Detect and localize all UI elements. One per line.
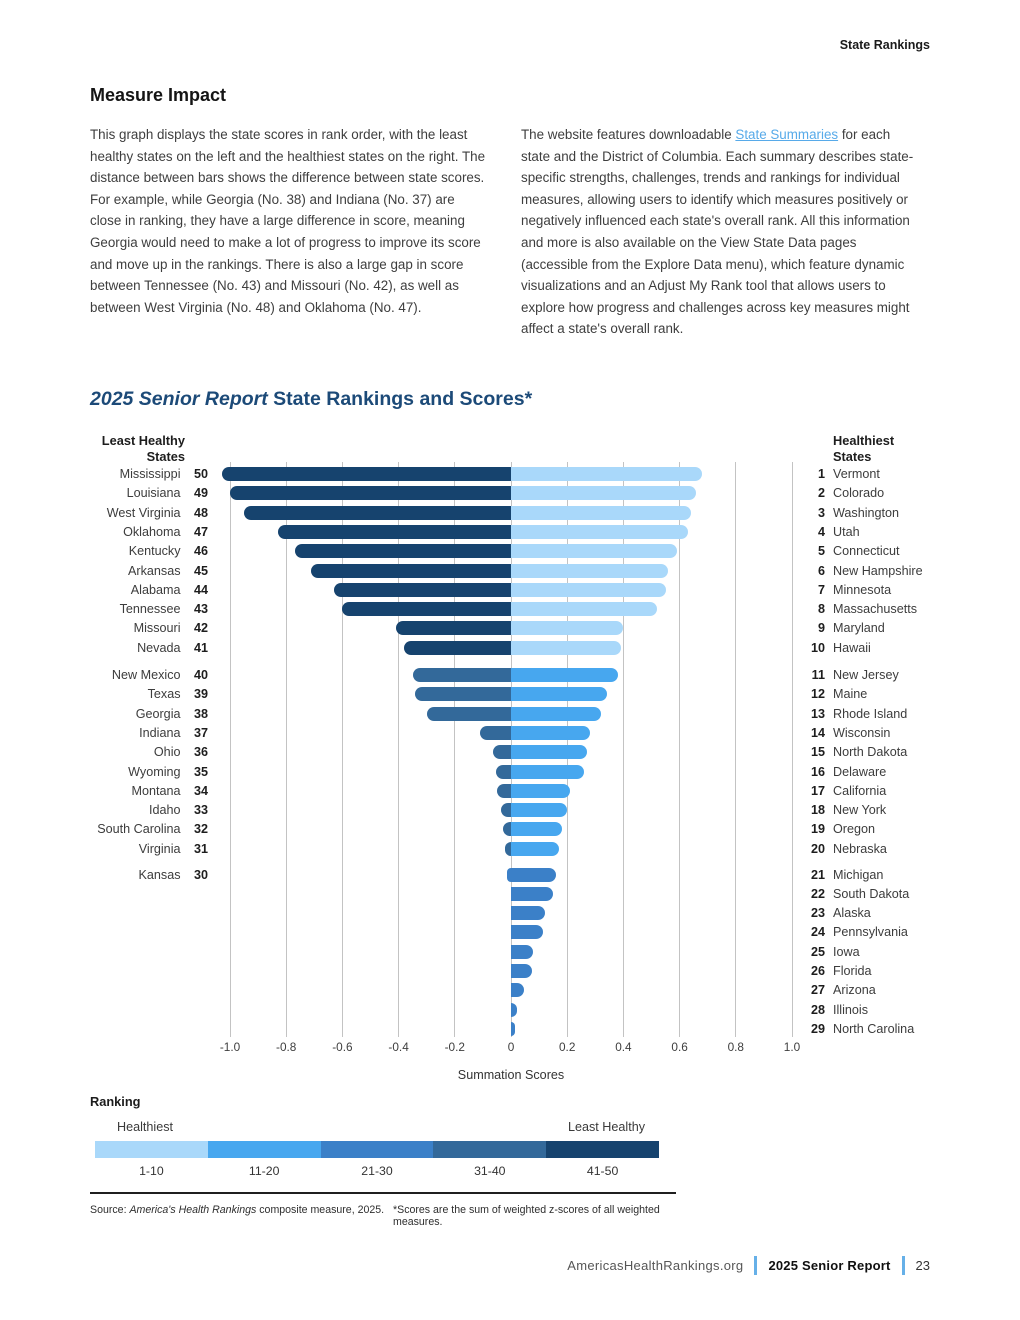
right-state-label-connecticut [800, 543, 900, 559]
gridline [679, 462, 680, 1037]
legend-range-21-30: 21-30 [361, 1164, 393, 1178]
legend-range-11-20: 11-20 [248, 1164, 280, 1178]
footer-divider-1 [754, 1256, 757, 1275]
left-state-label-ohio [0, 744, 208, 760]
right-state-label-colorado [800, 485, 884, 501]
state-name: Pennsylvania [833, 925, 908, 940]
state-rank: 7 [817, 582, 825, 597]
bar-north-dakota [511, 745, 587, 759]
state-rank: 28 [810, 1002, 825, 1017]
bar-rhode-island [511, 707, 601, 721]
bar-alabama [334, 583, 511, 597]
legend-swatch-11-20 [208, 1141, 321, 1158]
state-rank: 12 [810, 687, 825, 702]
intro-paragraph-left: This graph displays the state scores in rank order, with the least healthy states on the left and the healthiest states on the right. The distance between bars shows the difference between state scores. For example, while Georgia (No. 38) and Indiana (No. 37) are close in ranking, they have a large difference in score, meaning Georgia would need to make a lot of progress to improve its score and move up in the rankings. There is also a large gap in score between Tennessee (No. 43) and Missouri (No. 42), as well as between West Virginia (No. 48) and Oklahoma (No. 47). [90, 127, 486, 315]
bar-alaska [511, 906, 545, 920]
state-name: South Carolina [97, 822, 184, 837]
state-rank: 18 [810, 803, 825, 818]
bar-texas [415, 687, 511, 701]
right-state-label-nebraska [800, 841, 887, 857]
state-name: Illinois [833, 1002, 868, 1017]
axis-tick-label: 0.6 [671, 1040, 688, 1054]
bar-ohio [493, 745, 511, 759]
footer-divider-2 [902, 1256, 905, 1275]
legend-healthiest-label: Healthiest [117, 1120, 174, 1134]
paragraph-text-after-link: for each state and the District of Columbia. Each summary describes state-specific strengths, challenges, trends and rankings for individual measures, allowing users to identify which measures positively or negatively influenced each state's overall rank. All this information and more is also available on the View State Data pages (accessible from the Explore Data menu), which feature dynamic visualizations and an Adjust My Rank tool that allows users to explore how progress and challenges across key measures might affect a state's overall rank. [521, 127, 914, 337]
state-name: Maryland [833, 621, 885, 636]
right-state-label-iowa [800, 944, 860, 960]
state-name: Oregon [833, 822, 876, 837]
state-rank: 20 [810, 841, 825, 856]
state-name: North Dakota [833, 745, 908, 760]
bar-south-dakota [511, 887, 553, 901]
right-state-label-california [800, 783, 886, 799]
bar-utah [511, 525, 688, 539]
left-state-label-tennessee [0, 601, 208, 617]
state-rank: 3 [817, 505, 825, 520]
bar-connecticut [511, 544, 677, 558]
bar-pennsylvania [511, 925, 543, 939]
state-name: Missouri [133, 621, 184, 636]
bar-missouri [396, 621, 511, 635]
axis-tick-label: -0.4 [388, 1040, 409, 1054]
bar-new-mexico [413, 668, 511, 682]
gridline [230, 462, 231, 1037]
left-state-label-south-carolina [0, 821, 208, 837]
state-rank: 23 [810, 906, 825, 921]
state-rank: 24 [810, 925, 825, 940]
ranking-legend [90, 1094, 662, 1186]
state-rank: 30 [193, 867, 208, 882]
state-rank: 25 [810, 944, 825, 959]
bar-oklahoma [278, 525, 511, 539]
state-name: Wyoming [128, 764, 184, 779]
paragraph-text-before-link: The website features downloadable [521, 127, 736, 142]
state-rank: 6 [817, 563, 825, 578]
bar-arkansas [311, 564, 511, 578]
bar-mississippi [222, 467, 511, 481]
healthiest-line1: Healthiest [833, 433, 895, 448]
state-name: West Virginia [106, 505, 184, 520]
state-rank: 22 [810, 886, 825, 901]
state-rank: 9 [817, 621, 825, 636]
state-rank: 33 [193, 803, 208, 818]
state-rank: 11 [811, 668, 825, 682]
chart-title-italic: 2025 Senior Report [90, 388, 268, 410]
axis-tick-label: 1.0 [783, 1040, 801, 1054]
right-state-label-wisconsin [800, 725, 890, 741]
bar-maryland [511, 621, 623, 635]
gridline [286, 462, 287, 1037]
right-state-label-north-dakota [800, 744, 907, 760]
state-rank: 15 [810, 745, 825, 760]
bar-georgia [427, 707, 511, 721]
right-state-label-vermont [800, 466, 880, 482]
state-rank: 5 [817, 544, 825, 559]
state-name: Kansas [138, 867, 184, 882]
state-name: Kentucky [128, 544, 184, 559]
state-name: Minnesota [833, 582, 892, 597]
state-rank: 41 [193, 640, 208, 655]
state-rank: 27 [810, 983, 825, 998]
state-name: Texas [147, 687, 184, 702]
state-rank: 39 [193, 687, 208, 702]
bar-washington [511, 506, 691, 520]
right-state-label-washington [800, 505, 899, 521]
bar-west-virginia [244, 506, 511, 520]
source-line [90, 1204, 680, 1228]
section-title: Measure Impact [90, 85, 227, 105]
state-rank: 48 [193, 505, 208, 520]
state-name: Arizona [833, 983, 876, 998]
footer-site: AmericasHealthRankings.org [567, 1258, 744, 1273]
state-rank: 40 [193, 668, 208, 682]
state-name: Rhode Island [833, 706, 908, 721]
state-name: Massachusetts [833, 602, 917, 617]
state-name: Vermont [833, 467, 880, 481]
least-healthy-line2: States [146, 449, 185, 464]
bar-colorado [511, 486, 696, 500]
bar-oregon [511, 822, 562, 836]
state-name: New Mexico [111, 668, 184, 682]
state-rank: 34 [193, 783, 208, 798]
state-rank: 37 [193, 725, 208, 740]
state-name: Indiana [139, 725, 184, 740]
least-healthy-states-header [0, 433, 185, 465]
bar-north-carolina [511, 1022, 515, 1036]
source-divider [90, 1192, 676, 1194]
state-name: Maine [833, 687, 868, 702]
bar-louisiana [230, 486, 511, 500]
bar-new-hampshire [511, 564, 668, 578]
axis-tick-label: 0.4 [615, 1040, 632, 1054]
state-rank: 31 [193, 841, 208, 856]
state-rank: 35 [193, 764, 208, 779]
right-state-label-arizona [800, 982, 876, 998]
bar-tennessee [342, 602, 511, 616]
right-state-label-south-dakota [800, 886, 909, 902]
state-rank: 42 [193, 621, 208, 636]
state-rank: 19 [810, 822, 825, 837]
rankings-chart [0, 430, 1020, 1090]
least-healthy-line1: Least Healthy [101, 433, 185, 448]
legend-swatch-21-30 [321, 1141, 434, 1158]
state-name: Connecticut [833, 544, 900, 559]
footer-page-number: 23 [915, 1258, 930, 1273]
state-rank: 4 [817, 524, 825, 539]
right-state-label-new-jersey [800, 667, 899, 683]
axis-tick-label: -0.2 [444, 1040, 465, 1054]
state-name: Delaware [833, 764, 887, 779]
bar-vermont [511, 467, 702, 481]
bar-new-york [511, 803, 567, 817]
bar-montana [497, 784, 511, 798]
bar-kentucky [295, 544, 511, 558]
intro-paragraph-right [521, 124, 921, 340]
bar-massachusetts [511, 602, 657, 616]
bar-illinois [511, 1003, 517, 1017]
state-name: Tennessee [119, 602, 184, 617]
bar-arizona [511, 983, 524, 997]
state-name: Idaho [148, 803, 184, 818]
bar-nebraska [511, 842, 559, 856]
right-state-label-maryland [800, 620, 885, 636]
state-summaries-link[interactable]: State Summaries [735, 127, 839, 142]
axis-tick-label: 0 [507, 1040, 515, 1054]
right-state-label-maine [800, 686, 867, 702]
state-name: New Jersey [833, 668, 899, 682]
bar-hawaii [511, 641, 621, 655]
state-rank: 45 [193, 563, 208, 578]
state-rank: 13 [810, 706, 825, 721]
chart-title-rest: State Rankings and Scores* [267, 388, 533, 410]
state-rank: 2 [817, 486, 825, 501]
axis-tick-label: 0.2 [558, 1040, 576, 1054]
scores-footnote: *Scores are the sum of weighted z-scores of all weighted measures. [393, 1204, 660, 1228]
state-rank: 46 [193, 544, 208, 559]
legend-swatch-1-10 [95, 1141, 208, 1158]
legend-range-31-40: 31-40 [474, 1164, 506, 1178]
footer-report-title: 2025 Senior Report [768, 1258, 891, 1273]
state-rank: 10 [810, 640, 825, 655]
state-rank: 16 [810, 764, 825, 779]
state-rank: 38 [193, 706, 208, 721]
source-text: Source: America's Health Rankings composite measure, 2025. [90, 1204, 385, 1216]
state-name: South Dakota [833, 886, 910, 901]
state-rank: 49 [193, 486, 208, 501]
state-name: New Hampshire [833, 563, 923, 578]
right-state-label-michigan [800, 867, 883, 883]
left-state-label-oklahoma [0, 524, 208, 540]
bar-wisconsin [511, 726, 590, 740]
legend-color-bar [95, 1141, 659, 1158]
bar-nevada [404, 641, 511, 655]
bar-idaho [501, 803, 511, 817]
right-state-label-new-york [800, 802, 886, 818]
state-rank: 43 [193, 602, 208, 617]
right-state-label-hawaii [800, 640, 871, 656]
bar-california [511, 784, 570, 798]
state-name: Iowa [833, 944, 860, 959]
state-name: North Carolina [833, 1021, 915, 1036]
x-axis-label: Summation Scores [457, 1068, 565, 1082]
state-rank: 26 [810, 964, 825, 978]
axis-tick-label: -0.6 [332, 1040, 353, 1054]
left-state-label-texas [0, 686, 208, 702]
left-state-label-kentucky [0, 543, 208, 559]
state-rank: 32 [193, 822, 208, 837]
axis-tick-label: 0.8 [727, 1040, 744, 1054]
axis-tick-label: -1.0 [219, 1040, 241, 1054]
state-name: Washington [833, 505, 900, 520]
page-header-label: State Rankings [839, 38, 930, 52]
left-state-label-west-virginia [0, 505, 208, 521]
state-name: Colorado [833, 486, 885, 501]
state-rank: 21 [810, 867, 825, 882]
bar-maine [511, 687, 607, 701]
legend-range-1-10: 1-10 [139, 1164, 164, 1178]
left-state-label-virginia [0, 841, 208, 857]
bar-delaware [511, 765, 584, 779]
left-state-label-arkansas [0, 563, 208, 579]
left-state-label-georgia [0, 706, 208, 722]
bar-south-carolina [503, 822, 511, 836]
left-state-label-mississippi [0, 466, 208, 482]
page-footer [567, 1256, 930, 1275]
state-rank: 14 [810, 725, 825, 740]
state-rank: 44 [193, 582, 208, 597]
axis-tick-label: -0.8 [276, 1040, 297, 1054]
legend-swatch-31-40 [433, 1141, 546, 1158]
state-name: Georgia [135, 706, 184, 721]
bar-iowa [511, 945, 533, 959]
state-name: Mississippi [119, 467, 184, 481]
state-name: Nevada [137, 640, 184, 655]
right-state-label-utah [800, 524, 860, 540]
legend-range-labels [95, 1164, 659, 1178]
state-name: New York [833, 803, 887, 818]
bar-wyoming [496, 765, 511, 779]
right-state-label-illinois [800, 1002, 868, 1018]
state-name: Alaska [833, 906, 871, 921]
left-state-label-missouri [0, 620, 208, 636]
state-name: Michigan [833, 867, 884, 882]
state-name: Oklahoma [123, 524, 184, 539]
state-name: Hawaii [833, 640, 871, 655]
right-state-label-oregon [800, 821, 875, 837]
left-state-label-kansas [0, 867, 208, 883]
state-rank: 29 [810, 1021, 825, 1036]
state-name: Wisconsin [833, 725, 891, 740]
state-rank: 8 [817, 602, 825, 617]
state-rank: 50 [193, 467, 208, 481]
legend-least-healthy-label: Least Healthy [567, 1120, 645, 1134]
left-state-label-idaho [0, 802, 208, 818]
gridline [792, 462, 793, 1037]
bar-minnesota [511, 583, 666, 597]
state-name: Virginia [138, 841, 184, 856]
bar-michigan [511, 868, 556, 882]
left-state-label-wyoming [0, 764, 208, 780]
right-state-label-pennsylvania [800, 924, 908, 940]
state-name: Ohio [153, 745, 184, 760]
right-state-label-rhode-island [800, 706, 907, 722]
state-name: Nebraska [833, 841, 887, 856]
state-name: California [833, 783, 887, 798]
gridline [735, 462, 736, 1037]
left-state-label-nevada [0, 640, 208, 656]
healthiest-line2: States [833, 449, 872, 464]
left-state-label-louisiana [0, 485, 208, 501]
right-state-label-alaska [800, 905, 871, 921]
state-rank: 36 [193, 745, 208, 760]
bar-new-jersey [511, 668, 618, 682]
state-rank: 17 [810, 783, 825, 798]
right-state-label-minnesota [800, 582, 891, 598]
legend-title: Ranking [90, 1094, 141, 1109]
healthiest-states-header [833, 433, 894, 465]
right-state-label-north-carolina [800, 1021, 914, 1037]
state-rank: 1 [817, 467, 825, 481]
right-state-label-delaware [800, 764, 886, 780]
state-name: Florida [833, 964, 872, 978]
legend-swatch-41-50 [546, 1141, 659, 1158]
right-state-label-massachusetts [800, 601, 917, 617]
right-state-label-new-hampshire [800, 563, 923, 579]
bar-indiana [480, 726, 511, 740]
bar-florida [511, 964, 532, 978]
state-rank: 47 [193, 524, 208, 539]
left-state-label-montana [0, 783, 208, 799]
legend-range-41-50: 41-50 [586, 1164, 619, 1178]
left-state-label-indiana [0, 725, 208, 741]
state-name: Alabama [130, 582, 184, 597]
state-name: Montana [131, 783, 184, 798]
right-state-label-florida [800, 963, 872, 979]
state-name: Louisiana [126, 486, 184, 501]
state-name: Arkansas [128, 563, 184, 578]
left-state-label-new-mexico [0, 667, 208, 683]
left-state-label-alabama [0, 582, 208, 598]
state-name: Utah [833, 524, 860, 539]
chart-title [90, 388, 532, 411]
